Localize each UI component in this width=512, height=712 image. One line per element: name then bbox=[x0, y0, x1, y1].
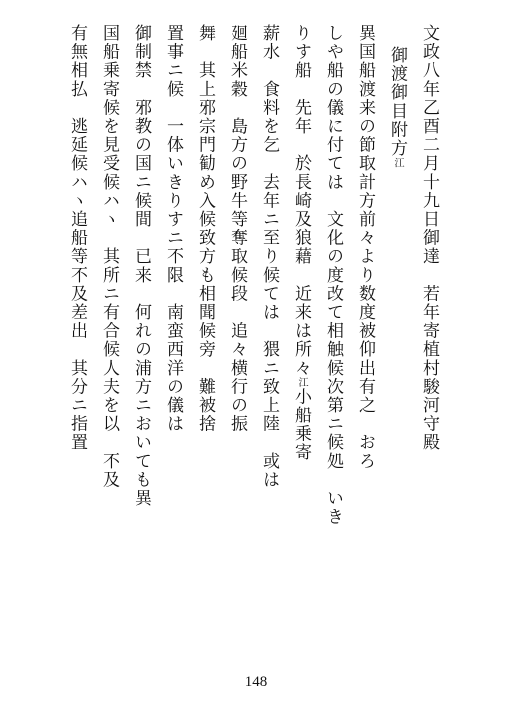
text-column-6: 薪水 食料を乞 去年ニ至り候ては 猥ニ致上陸 或は bbox=[259, 24, 279, 489]
text-column-11: 国船乗寄候を見受候ハヽ 其所ニ有合候人夫を以 不及 bbox=[99, 24, 119, 489]
text-column-5: りす船 先年 於長崎及狼藉 近来は所々江小船乗寄 bbox=[291, 24, 311, 462]
text-column-9: 置事ニ候 一体いきりすニ不限 南蛮西洋の儀は bbox=[163, 24, 183, 434]
text-column-1: 文政八年乙酉二月十九日御達 若年寄植村駿河守殿 bbox=[419, 24, 439, 452]
text-column-8: 舞 其上邪宗門勧め入候致方も相聞候旁 難被捨 bbox=[195, 24, 215, 434]
text-column-4: しや船の儀に付ては 文化の度改て相触候次第ニ候処 いき bbox=[323, 24, 343, 527]
interlinear-note: 江 bbox=[392, 157, 403, 168]
text-column-3: 異国船渡来の節取計方前々より数度被仰出有之 おろ bbox=[355, 24, 375, 471]
interlinear-note: 江 bbox=[296, 377, 307, 388]
text-column-7: 廻船米穀 島方の野牛等奪取候段 追々横行の振 bbox=[227, 24, 247, 434]
page-number: 148 bbox=[244, 674, 268, 690]
text-column-10: 御制禁 邪教の国ニ候間 已来 何れの浦方ニおいても異 bbox=[131, 24, 151, 508]
text-column-12: 有無相払 逃延候ハヽ追船等不及差出 其分ニ指置 bbox=[67, 24, 87, 452]
text-column-2: 御渡御目附方江 bbox=[387, 46, 407, 168]
